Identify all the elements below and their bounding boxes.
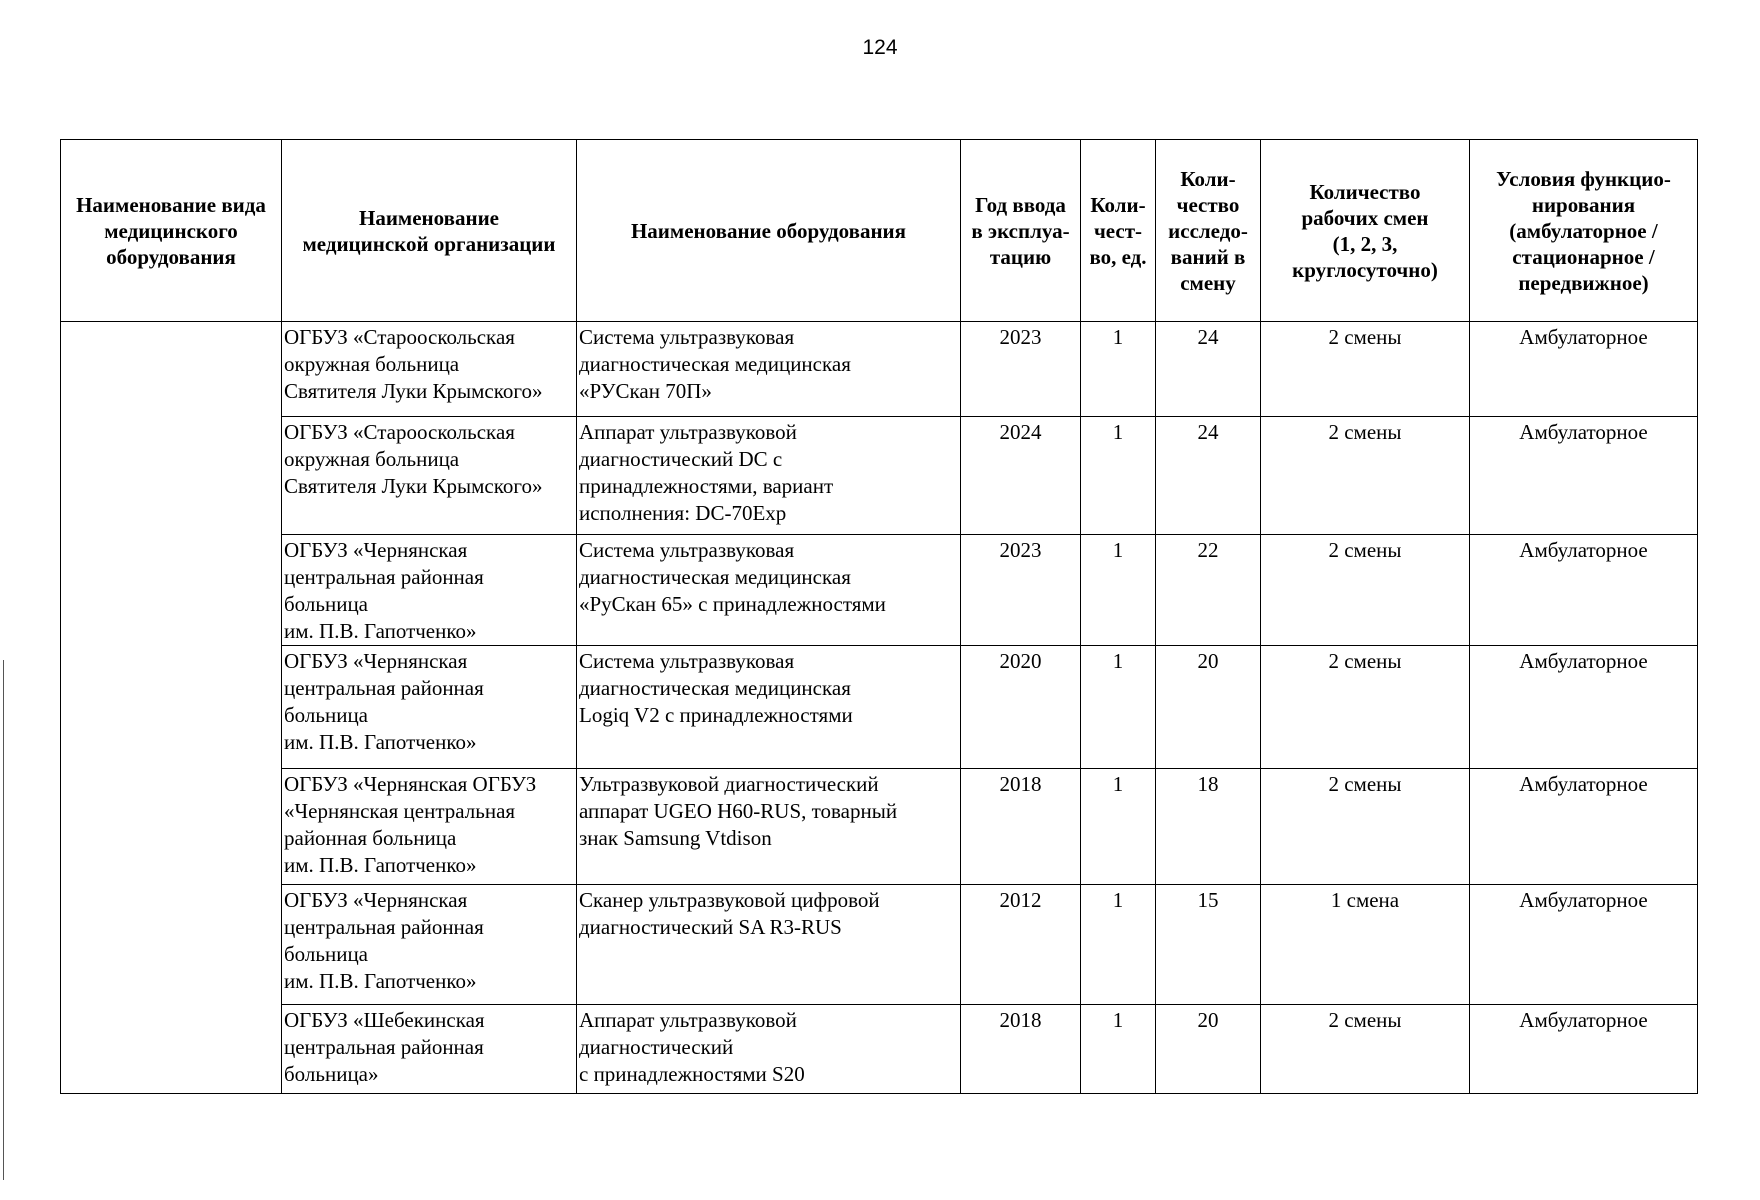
equipment-table — [60, 139, 1698, 1094]
table-row — [61, 535, 1698, 646]
equipment-type-cell — [61, 322, 282, 1094]
quantity-cell: 1 — [1081, 769, 1156, 885]
equipment-cell: Аппарат ультразвуковой диагностический DC с принадлежностями, вариант исполнения: DC-70Exp — [577, 417, 961, 535]
table-row — [61, 417, 1698, 535]
conditions-cell: Амбулаторное — [1470, 417, 1698, 535]
conditions-cell: Амбулаторное — [1470, 646, 1698, 769]
organization-cell: ОГБУЗ «Чернянская центральная районная больница им. П.В. Гапотченко» — [282, 646, 577, 769]
equipment-cell: Система ультразвуковая диагностическая медицинская «РуСкан 65» с принадлежностями — [577, 535, 961, 646]
organization-cell: ОГБУЗ «Чернянская центральная районная больница им. П.В. Гапотченко» — [282, 885, 577, 1005]
header-quantity: Коли- чест- во, ед. — [1081, 140, 1156, 322]
quantity-cell: 1 — [1081, 322, 1156, 417]
organization-cell: ОГБУЗ «Старооскольская окружная больница Святителя Луки Крымского» — [282, 322, 577, 417]
studies-cell: 24 — [1156, 417, 1261, 535]
equipment-cell: Аппарат ультразвуковой диагностический с принадлежностями S20 — [577, 1005, 961, 1094]
shifts-cell: 2 смены — [1261, 417, 1470, 535]
year-cell: 2023 — [961, 322, 1081, 417]
year-cell: 2020 — [961, 646, 1081, 769]
conditions-cell: Амбулаторное — [1470, 535, 1698, 646]
header-year: Год ввода в эксплуа- тацию — [961, 140, 1081, 322]
table-row — [61, 322, 1698, 417]
studies-cell: 20 — [1156, 646, 1261, 769]
studies-cell: 24 — [1156, 322, 1261, 417]
quantity-cell: 1 — [1081, 417, 1156, 535]
organization-cell: ОГБУЗ «Старооскольская окружная больница Святителя Луки Крымского» — [282, 417, 577, 535]
table-header-row — [61, 140, 1698, 322]
shifts-cell: 2 смены — [1261, 535, 1470, 646]
conditions-cell: Амбулаторное — [1470, 1005, 1698, 1094]
organization-cell: ОГБУЗ «Шебекинская центральная районная больница» — [282, 1005, 577, 1094]
year-cell: 2023 — [961, 535, 1081, 646]
table-row — [61, 769, 1698, 885]
shifts-cell: 2 смены — [1261, 322, 1470, 417]
quantity-cell: 1 — [1081, 885, 1156, 1005]
conditions-cell: Амбулаторное — [1470, 322, 1698, 417]
year-cell: 2018 — [961, 769, 1081, 885]
equipment-cell: Система ультразвуковая диагностическая медицинская «РУСкан 70П» — [577, 322, 961, 417]
header-equipment-type: Наименование вида медицинского оборудования — [61, 140, 282, 322]
studies-cell: 20 — [1156, 1005, 1261, 1094]
quantity-cell: 1 — [1081, 1005, 1156, 1094]
shifts-cell: 2 смены — [1261, 1005, 1470, 1094]
equipment-cell: Ультразвуковой диагностический аппарат UGEO H60-RUS, товарный знак Samsung Vtdison — [577, 769, 961, 885]
organization-cell: ОГБУЗ «Чернянская ОГБУЗ «Чернянская центральная районная больница им. П.В. Гапотченко» — [282, 769, 577, 885]
studies-cell: 18 — [1156, 769, 1261, 885]
year-cell: 2024 — [961, 417, 1081, 535]
header-organization: Наименование медицинской организации — [282, 140, 577, 322]
quantity-cell: 1 — [1081, 535, 1156, 646]
header-equipment-name: Наименование оборудования — [577, 140, 961, 322]
shifts-cell: 2 смены — [1261, 646, 1470, 769]
equipment-cell: Сканер ультразвуковой цифровой диагностический SA R3-RUS — [577, 885, 961, 1005]
equipment-cell: Система ультразвуковая диагностическая медицинская Logiq V2 с принадлежностями — [577, 646, 961, 769]
header-shifts: Количество рабочих смен (1, 2, 3, круглосуточно) — [1261, 140, 1470, 322]
quantity-cell: 1 — [1081, 646, 1156, 769]
studies-cell: 22 — [1156, 535, 1261, 646]
year-cell: 2012 — [961, 885, 1081, 1005]
studies-cell: 15 — [1156, 885, 1261, 1005]
shifts-cell: 1 смена — [1261, 885, 1470, 1005]
header-conditions: Условия функцио- нирования (амбулаторное / стационарное / передвижное) — [1470, 140, 1698, 322]
table-row — [61, 885, 1698, 1005]
header-studies-per-shift: Коли- чество исследо- ваний в смену — [1156, 140, 1261, 322]
table-row — [61, 1005, 1698, 1094]
shifts-cell: 2 смены — [1261, 769, 1470, 885]
conditions-cell: Амбулаторное — [1470, 769, 1698, 885]
page-number: 124 — [862, 36, 898, 59]
year-cell: 2018 — [961, 1005, 1081, 1094]
table-row — [61, 646, 1698, 769]
scan-edge-line — [3, 660, 4, 1180]
conditions-cell: Амбулаторное — [1470, 885, 1698, 1005]
organization-cell: ОГБУЗ «Чернянская центральная районная больница им. П.В. Гапотченко» — [282, 535, 577, 646]
